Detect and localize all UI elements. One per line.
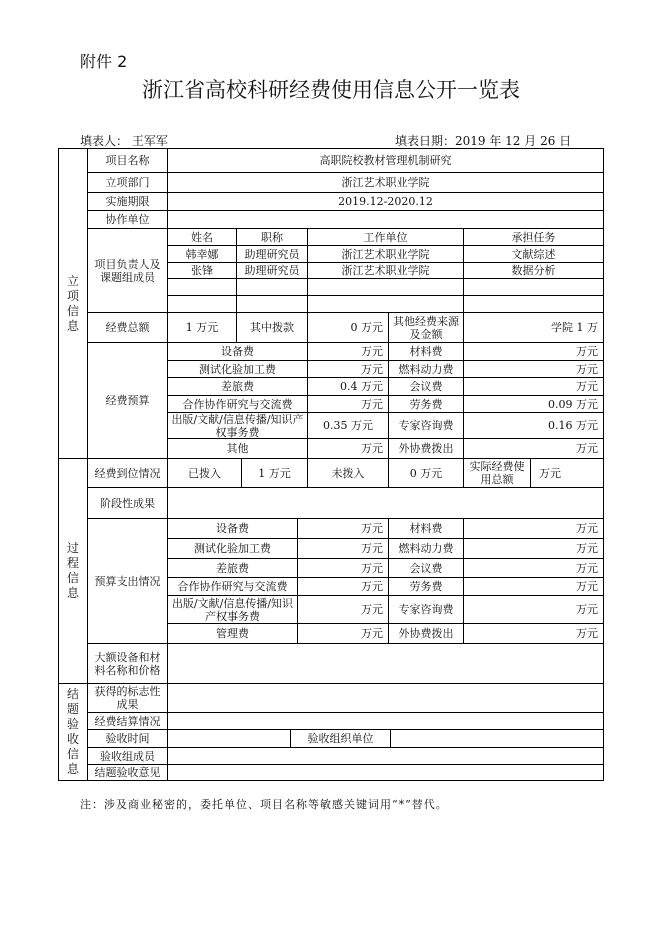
expense-value[interactable]: 万元 [297,595,389,624]
member-cell[interactable] [307,278,464,296]
section-char: 立 [66,273,79,288]
acceptance-time-label: 验收时间 [87,729,168,748]
partner-value[interactable] [167,210,604,229]
funding-label: 经费到位情况 [87,458,168,488]
budget-value[interactable]: 万元 [463,342,604,361]
expense-value[interactable]: 万元 [463,538,604,559]
expense-item: 外协费拨出 [388,623,464,644]
expense-item: 合作协作研究与交流费 [167,577,298,596]
section-char: 验 [66,717,79,731]
expense-item: 会议费 [388,558,464,578]
section-char: 息 [66,586,79,600]
budget-value[interactable]: 万元 [463,377,604,396]
member-cell[interactable] [463,295,604,313]
expense-value[interactable]: 万元 [463,518,604,539]
total-value[interactable]: 1 万元 [167,312,237,343]
section-char: 程 [66,556,79,570]
acceptance-members-value[interactable] [167,747,604,765]
department-label: 立项部门 [87,172,168,193]
allocated-value[interactable]: 0 万元 [307,312,389,343]
member-cell[interactable] [167,295,237,313]
budget-item: 其他 [167,438,308,459]
acceptance-org-value[interactable] [390,729,604,748]
member-cell[interactable]: 助理研究员 [236,262,308,279]
expense-item: 材料费 [388,518,464,539]
budget-value[interactable]: 万元 [463,360,604,378]
fill-date: 填表日期：2019 年 12 月 26 日 [395,134,572,148]
budget-item: 合作协作研究与交流费 [167,395,308,413]
pending-value[interactable]: 0 万元 [388,458,464,488]
filler-info [80,132,168,149]
footnote: 注：涉及商业秘密的，委托单位、项目名称等敏感关键词用“*”替代。 [80,798,448,811]
section-char: 结 [66,687,79,701]
member-cell[interactable]: 浙江艺术职业学院 [307,245,464,263]
expense-value[interactable]: 万元 [297,558,389,578]
acceptance-org-label: 验收组织单位 [290,729,391,748]
budget-value[interactable]: 0.35 万元 [307,412,389,439]
member-cell[interactable]: 数据分析 [463,262,604,279]
members-header: 职称 [236,228,308,246]
budget-item: 外协费拨出 [388,438,464,459]
members-header: 工作单位 [307,228,464,246]
member-cell[interactable]: 张锋 [167,262,237,279]
section-char: 信 [66,571,79,585]
other-source-value[interactable]: 学院 1 万 [463,312,604,343]
acceptance-members-label: 验收组成员 [87,747,168,765]
expense-item: 设备费 [167,518,298,539]
expense-value[interactable]: 万元 [297,538,389,559]
budget-value[interactable]: 万元 [307,438,389,459]
expense-value[interactable]: 万元 [463,577,604,596]
total-label: 经费总额 [87,312,168,343]
budget-item: 设备费 [167,342,308,361]
members-header: 承担任务 [463,228,604,246]
actual-label: 实际经费使用总额 [463,458,531,488]
expense-item: 专家咨询费 [388,595,464,624]
acceptance-opinion-value[interactable] [167,764,604,781]
page-title: 浙江省高校科研经费使用信息公开一览表 [142,78,520,102]
other-source-label: 其他经费来源及金额 [388,312,464,343]
member-cell[interactable]: 韩幸娜 [167,245,237,263]
attachment-label: 附件 2 [80,52,128,71]
period-label: 实施期限 [87,192,168,211]
member-cell[interactable]: 文献综述 [463,245,604,263]
expense-item: 测试化验加工费 [167,538,298,559]
acceptance-opinion-label: 结题验收意见 [87,764,168,781]
section-char: 题 [66,702,79,716]
budget-value[interactable]: 万元 [307,342,389,361]
budget-item: 材料费 [388,342,464,361]
section-char: 项 [66,288,79,303]
member-cell[interactable] [307,295,464,313]
filler-name: 王军军 [131,134,168,148]
section-acceptance [58,683,88,781]
expense-value[interactable]: 万元 [463,558,604,578]
expense-item: 燃料动力费 [388,538,464,559]
budget-value[interactable]: 万元 [307,360,389,378]
achievement-value[interactable] [167,683,604,713]
member-cell[interactable] [167,278,237,296]
partner-label: 协作单位 [87,210,168,229]
expense-label: 预算支出情况 [87,518,168,644]
section-process [58,458,88,684]
section-char: 信 [66,747,79,761]
expense-item: 差旅费 [167,558,298,578]
stage-label: 阶段性成果 [87,487,168,519]
budget-item: 出版/文献/信息传播/知识产权事务费 [167,412,308,439]
budget-item: 燃料动力费 [388,360,464,378]
members-label: 项目负责人及课题组成员 [87,228,168,313]
expense-value[interactable]: 万元 [297,518,389,539]
actual-value[interactable]: 万元 [530,458,604,488]
section-char: 过 [66,541,79,555]
member-cell[interactable]: 助理研究员 [236,245,308,263]
settlement-value[interactable] [167,712,604,730]
budget-value[interactable]: 万元 [463,438,604,459]
budget-item: 劳务费 [388,395,464,413]
member-cell[interactable] [463,278,604,296]
expense-value[interactable]: 万元 [463,623,604,644]
section-char: 息 [66,762,79,776]
budget-value[interactable]: 0.4 万元 [307,377,389,396]
section-char: 收 [66,732,79,746]
member-cell[interactable]: 浙江艺术职业学院 [307,262,464,279]
expense-value[interactable]: 万元 [297,623,389,644]
allocated-label: 其中拨款 [236,312,308,343]
equipment-label: 大额设备和材料名称和价格 [87,643,168,684]
department-value[interactable]: 浙江艺术职业学院 [167,172,604,193]
budget-value[interactable]: 万元 [307,395,389,413]
period-value[interactable]: 2019.12-2020.12 [167,192,604,211]
expense-item: 出版/文献/信息传播/知识产权事务费 [167,595,298,624]
stage-value[interactable] [167,487,604,519]
project-name-label: 项目名称 [87,148,168,173]
members-header: 姓名 [167,228,237,246]
budget-item: 测试化验加工费 [167,360,308,378]
budget-value[interactable]: 0.16 万元 [463,412,604,439]
budget-item: 差旅费 [167,377,308,396]
budget-label: 经费预算 [87,342,168,459]
expense-item: 管理费 [167,623,298,644]
expense-item: 劳务费 [388,577,464,596]
section-char: 信 [66,303,79,318]
section-char: 息 [66,318,79,333]
budget-value[interactable]: 0.09 万元 [463,395,604,413]
budget-item: 专家咨询费 [388,412,464,439]
member-cell[interactable] [236,295,308,313]
received-label: 已拨入 [167,458,242,488]
achievement-label: 获得的标志性成果 [87,683,168,713]
acceptance-time-value[interactable] [167,729,291,748]
expense-value[interactable]: 万元 [463,595,604,624]
project-name-value[interactable]: 高职院校教材管理机制研究 [167,148,604,173]
received-value[interactable]: 1 万元 [241,458,308,488]
section-initiation [58,148,88,459]
member-cell[interactable] [236,278,308,296]
expense-value[interactable]: 万元 [297,577,389,596]
settlement-label: 经费结算情况 [87,712,168,730]
equipment-value[interactable] [167,643,604,684]
budget-item: 会议费 [388,377,464,396]
filler-label: 填表人： [80,134,129,148]
pending-label: 未拨入 [307,458,389,488]
